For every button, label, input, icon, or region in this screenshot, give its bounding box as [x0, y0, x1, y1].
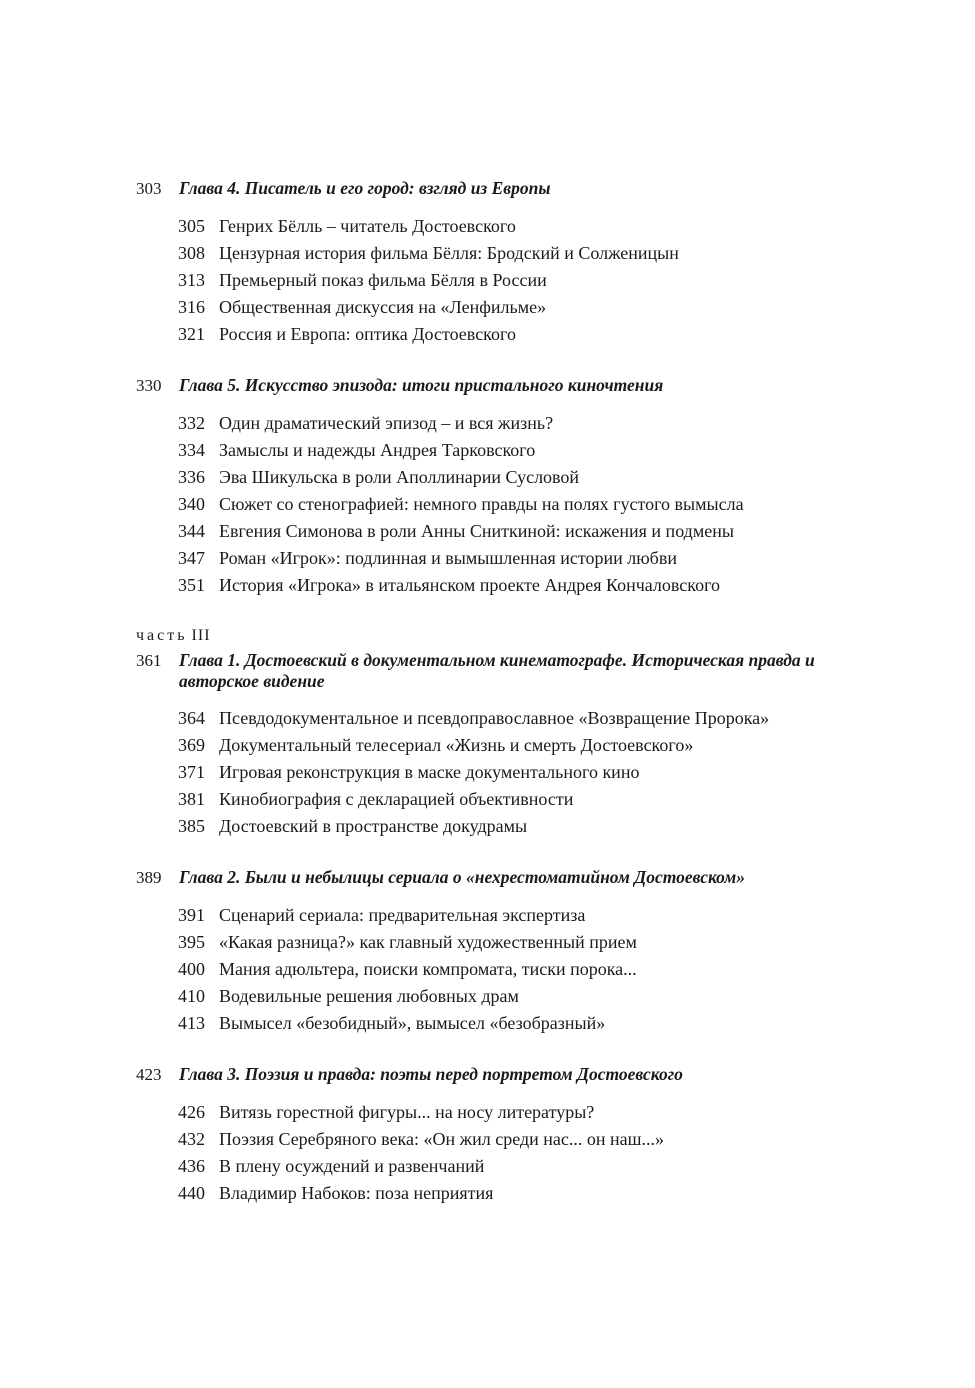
- toc-section: [136, 1099, 856, 1126]
- toc-section: [136, 410, 856, 437]
- toc-section: [136, 705, 856, 732]
- section-title: Мания адюльтера, поиски компромата, тиски порока...: [219, 959, 637, 979]
- section-page-number: 440: [178, 1183, 205, 1203]
- chapter-heading: [136, 650, 856, 692]
- section-page-number: 351: [178, 575, 205, 595]
- section-title: Владимир Набоков: поза неприятия: [219, 1183, 494, 1203]
- chapter-heading: [136, 375, 856, 397]
- toc-section: [136, 437, 856, 464]
- section-page-number: 432: [178, 1129, 205, 1149]
- toc-section: [136, 983, 856, 1010]
- toc-section: [136, 321, 856, 348]
- toc-section: [136, 294, 856, 321]
- toc-chapter: [136, 178, 856, 348]
- section-title: Достоевский в пространстве докудрамы: [219, 816, 528, 836]
- section-page-number: 395: [178, 932, 205, 952]
- chapter-page-number: 303: [136, 179, 162, 198]
- section-page-number: 371: [178, 762, 205, 782]
- section-page-number: 305: [178, 216, 205, 236]
- section-title: Поэзия Серебряного века: «Он жил среди нас... он наш...»: [219, 1129, 664, 1149]
- chapter-title: Глава 5. Искусство эпизода: итоги пристального киночтения: [179, 375, 664, 395]
- toc-chapter: [136, 375, 856, 599]
- part-number: III: [191, 627, 211, 644]
- toc-section: [136, 732, 856, 759]
- section-page-number: 308: [178, 243, 205, 263]
- chapter-title: Глава 4. Писатель и его город: взгляд из Европы: [179, 178, 551, 198]
- section-page-number: 321: [178, 324, 205, 344]
- section-title: Генрих Бёлль – читатель Достоевского: [219, 216, 516, 236]
- chapter-page-number: 330: [136, 376, 162, 395]
- chapter-page-number: 361: [136, 651, 162, 670]
- section-title: Один драматический эпизод – и вся жизнь?: [219, 413, 554, 433]
- section-title: Россия и Европа: оптика Достоевского: [219, 324, 516, 344]
- section-title: Роман «Игрок»: подлинная и вымышленная истории любви: [219, 548, 677, 568]
- toc-section: [136, 518, 856, 545]
- chapter-heading: [136, 1064, 856, 1086]
- section-title: Премьерный показ фильма Бёлля в России: [219, 270, 547, 290]
- section-title: Замыслы и надежды Андрея Тарковского: [219, 440, 536, 460]
- toc-section: [136, 813, 856, 840]
- section-page-number: 400: [178, 959, 205, 979]
- section-title: «Какая разница?» как главный художественный прием: [219, 932, 637, 952]
- toc-section: [136, 786, 856, 813]
- section-page-number: 334: [178, 440, 205, 460]
- section-title: Эва Шикульска в роли Аполлинарии Сусловой: [219, 467, 580, 487]
- part-word: часть: [136, 627, 188, 644]
- section-page-number: 385: [178, 816, 205, 836]
- section-title: Сюжет со стенографией: немного правды на полях густого вымысла: [219, 494, 744, 514]
- toc-section: [136, 213, 856, 240]
- toc-section: [136, 267, 856, 294]
- section-title: Евгения Симонова в роли Анны Сниткиной: искажения и подмены: [219, 521, 734, 541]
- section-title: Документальный телесериал «Жизнь и смерть Достоевского»: [219, 735, 694, 755]
- toc-section: [136, 1010, 856, 1037]
- section-page-number: 369: [178, 735, 205, 755]
- toc-section: [136, 464, 856, 491]
- toc-chapter: [136, 650, 856, 840]
- toc-section: [136, 956, 856, 983]
- section-title: В плену осуждений и развенчаний: [219, 1156, 485, 1176]
- section-page-number: 344: [178, 521, 205, 541]
- toc-section: [136, 545, 856, 572]
- section-page-number: 340: [178, 494, 205, 514]
- section-page-number: 336: [178, 467, 205, 487]
- chapter-page-number: 389: [136, 868, 162, 887]
- section-page-number: 426: [178, 1102, 205, 1122]
- section-page-number: 381: [178, 789, 205, 809]
- toc-section: [136, 929, 856, 956]
- toc-section: [136, 1180, 856, 1207]
- section-page-number: 313: [178, 270, 205, 290]
- toc-section: [136, 759, 856, 786]
- section-title: Сценарий сериала: предварительная экспертиза: [219, 905, 586, 925]
- section-page-number: 347: [178, 548, 205, 568]
- chapter-title: Глава 1. Достоевский в документальном кинематографе. Историческая правда и авторское видение: [179, 650, 815, 691]
- toc-section: [136, 240, 856, 267]
- section-page-number: 410: [178, 986, 205, 1006]
- chapter-title: Глава 3. Поэзия и правда: поэты перед портретом Достоевского: [179, 1064, 683, 1084]
- section-page-number: 316: [178, 297, 205, 317]
- toc-chapter: [136, 1064, 856, 1207]
- toc-chapter: [136, 867, 856, 1037]
- table-of-contents: [136, 178, 856, 1234]
- toc-section: [136, 1126, 856, 1153]
- section-title: Игровая реконструкция в маске документального кино: [219, 762, 640, 782]
- section-title: История «Игрока» в итальянском проекте Андрея Кончаловского: [219, 575, 721, 595]
- chapter-heading: [136, 178, 856, 200]
- section-title: Витязь горестной фигуры... на носу литературы?: [219, 1102, 595, 1122]
- section-title: Общественная дискуссия на «Ленфильме»: [219, 297, 547, 317]
- chapter-title: Глава 2. Были и небылицы сериала о «нехрестоматийном Достоевском»: [179, 867, 746, 887]
- section-page-number: 332: [178, 413, 205, 433]
- toc-section: [136, 572, 856, 599]
- section-page-number: 364: [178, 708, 205, 728]
- section-page-number: 413: [178, 1013, 205, 1033]
- toc-section: [136, 902, 856, 929]
- toc-section: [136, 491, 856, 518]
- section-title: Кинобиография с декларацией объективности: [219, 789, 574, 809]
- section-title: Псевдодокументальное и псевдоправославное «Возвращение Пророка»: [219, 708, 770, 728]
- part-label: [136, 626, 856, 646]
- section-title: Цензурная история фильма Бёлля: Бродский и Солженицын: [219, 243, 679, 263]
- section-title: Водевильные решения любовных драм: [219, 986, 519, 1006]
- section-page-number: 391: [178, 905, 205, 925]
- chapter-heading: [136, 867, 856, 889]
- chapter-page-number: 423: [136, 1065, 162, 1084]
- section-title: Вымысел «безобидный», вымысел «безобразный»: [219, 1013, 606, 1033]
- toc-section: [136, 1153, 856, 1180]
- section-page-number: 436: [178, 1156, 205, 1176]
